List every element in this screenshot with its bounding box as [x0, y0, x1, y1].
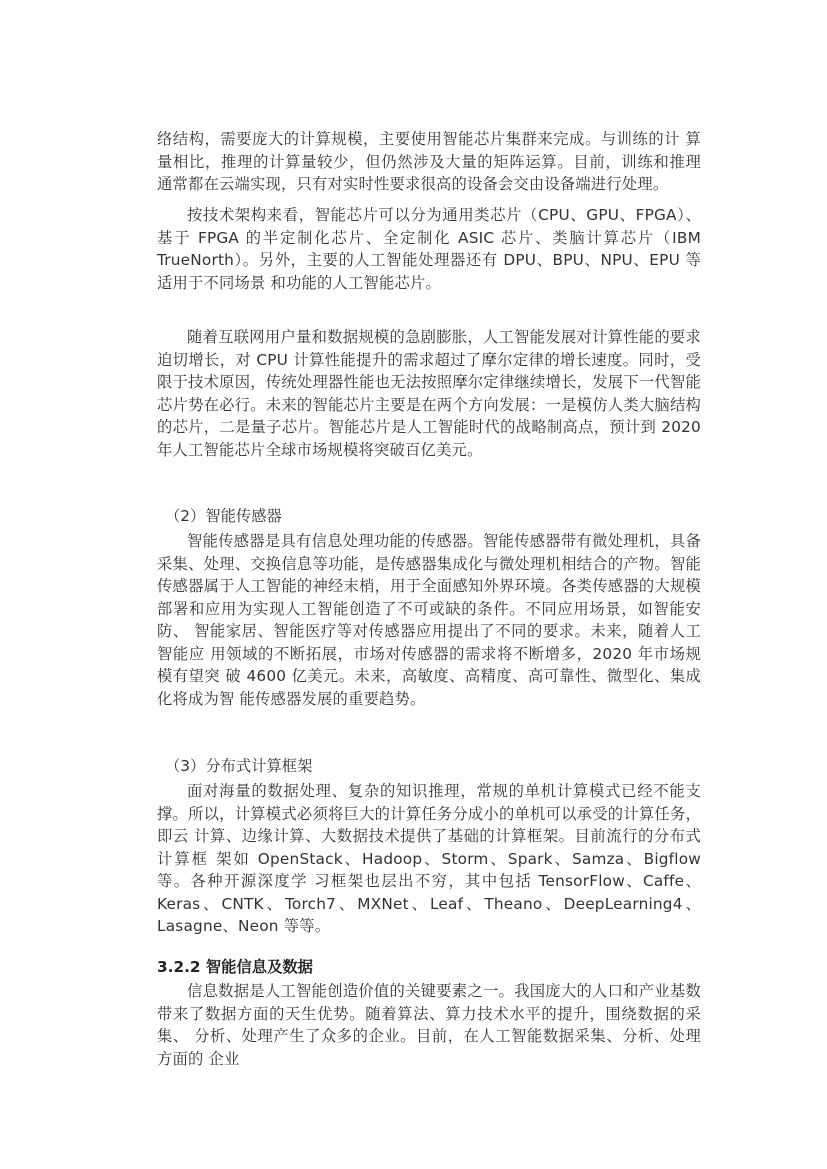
paragraph-information-data: 信息数据是人工智能创造价值的关键要素之一。我国庞大的人口和产业基数 带来了数据方面的天生优势。随着算法、算力技术水平的提升，围绕数据的采集、 分析、处理产生了众多的企业。目前，在人工智能数据采集、分析、处理方面的 企业: [157, 982, 701, 1068]
paragraph-smart-sensors: 智能传感器是具有信息处理功能的传感器。智能传感器带有微处理机，具备 采集、处理、交换信息等功能，是传感器集成化与微处理机相结合的产物。智能 传感器属于人工智能的神经末梢，用于全面感知外界环境。各类传感器的大规模 部署和应用为实现人工智能创造了不可或缺的条件。不同应用场景，如智能安防、 智能家居、智能医疗等对传感器应用提出了不同的要求。未来，随着人工智能应 用领域的不断拓展，市场对传感器的需求将不断增多，2020 年市场规模有望突 破 4600 亿美元。未来，高敏度、高精度、高可靠性、微型化、集成化将成为智 能传感器发展的重要趋势。: [157, 532, 701, 708]
paragraph-training-inference: 络结构，需要庞大的计算规模，主要使用智能芯片集群来完成。与训练的计 算量相比，推理的计算量较少，但仍然涉及大量的矩阵运算。目前，训练和推理 通常都在云端实现，只有对实时性要求很高的设备会交由设备端进行处理。: [157, 130, 701, 193]
paragraph-distributed-computing: 面对海量的数据处理、复杂的知识推理，常规的单机计算模式已经不能支撑。所以，计算模式必须将巨大的计算任务分成小的单机可以承受的计算任务，即云 计算、边缘计算、大数据技术提供了基础的计算框架。目前流行的分布式计算框 架如 OpenStack、Hadoop、Storm、Spark、Samza、Bigflow 等。各种开源深度学 习框架也层出不穷，其中包括 TensorFlow、Caffe、Keras、CNTK、Torch7、MXNet、Leaf、Theano、DeepLearning4、Lasagne、Neon 等等。: [157, 782, 701, 935]
paragraph-chip-architecture: 按技术架构来看，智能芯片可以分为通用类芯片（CPU、GPU、FPGA）、基于 FPGA 的半定制化芯片、全定制化 ASIC 芯片、类脑计算芯片（IBM TrueNorth）。另外，主要的人工智能处理器还有 DPU、BPU、NPU、EPU 等适用于不同场景 和功能的人工智能芯片。: [157, 206, 701, 292]
section-heading: 3.2.2 智能信息及数据: [157, 958, 313, 976]
paragraph-chip-development: 随着互联网用户量和数据规模的急剧膨胀，人工智能发展对计算性能的要求 迫切增长，对 CPU 计算性能提升的需求超过了摩尔定律的增长速度。同时，受 限于技术原因，传统处理器性能也无法按照摩尔定律继续增长，发展下一代智能 芯片势在必行。未来的智能芯片主要是在两个方向发展：一是模仿人类大脑结构 的芯片，二是量子芯片。智能芯片是人工智能时代的战略制高点，预计到 2020 年人工智能芯片全球市场规模将突破百亿美元。: [157, 328, 701, 459]
subheading-distributed-computing: （3）分布式计算框架: [165, 757, 313, 775]
subheading-smart-sensors: （2）智能传感器: [165, 507, 282, 525]
